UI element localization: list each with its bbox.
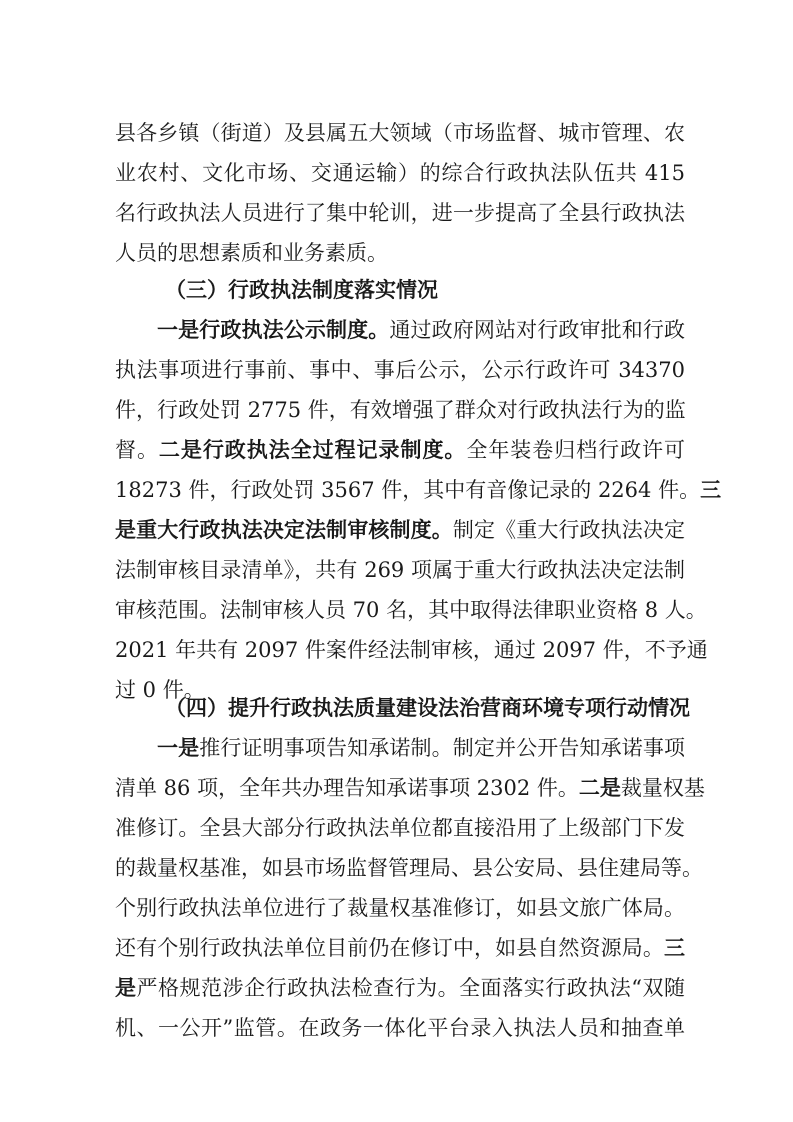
line-text: 推行证明事项告知承诺制。制定并公开告知承诺事项 <box>199 736 685 760</box>
section-heading-4: （四）提升行政执法质量建设法治营商环境专项行动情况 <box>165 695 690 720</box>
paragraph-line: 执法事项进行事前、事中、事后公示，公示行政许可 34370 <box>115 358 685 382</box>
bold-phrase: 二是 <box>578 775 621 800</box>
bold-phrase: 三 <box>664 935 685 960</box>
paragraph-line: 审核范围。法制审核人员 70 名，其中取得法律职业资格 8 人。 <box>115 598 707 622</box>
line-text: 严格规范涉企行政执法检查行为。全面落实行政执法“双随 <box>136 976 686 1000</box>
line-text: 还有个别行政执法单位目前仍在修订中，如县自然资源局。 <box>115 936 664 960</box>
line-text: 制定《重大行政执法决定 <box>452 518 686 542</box>
paragraph-line <box>115 928 685 968</box>
paragraph-line: 准修订。全县大部分行政执法单位都直接沿用了上级部门下发 <box>115 816 685 840</box>
line-text: 通过政府网站对行政审批和行政 <box>389 318 685 342</box>
bold-phrase: 三 <box>700 477 722 502</box>
paragraph-line: 过 0 件。 <box>115 678 205 702</box>
line-text: 全年装卷归档行政许可 <box>466 438 686 462</box>
paragraph-line: 机、一公开”监管。在政务一体化平台录入执法人员和抽查单 <box>115 1016 685 1040</box>
bold-phrase: 一是 <box>157 735 200 760</box>
bold-phrase: 一是行政执法公示制度。 <box>157 317 390 342</box>
line-text: 18273 件，行政处罚 3567 件，其中有音像记录的 2264 件。 <box>115 478 701 502</box>
line-text: 清单 86 项，全年共办理告知承诺事项 2302 件。 <box>115 776 579 800</box>
paragraph-line <box>115 768 705 808</box>
paragraph-line: 县各乡镇（街道）及县属五大领域（市场监督、城市管理、农 <box>115 121 685 145</box>
line-text: 督。 <box>115 438 159 462</box>
paragraph-line: 件，行政处罚 2775 件，有效增强了群众对行政执法行为的监 <box>115 398 686 422</box>
paragraph-line: 的裁量权基准，如县市场监督管理局、县公安局、县住建局等。 <box>115 856 703 880</box>
bold-phrase: 是 <box>115 975 137 1000</box>
bold-phrase: 二是行政执法全过程记录制度。 <box>158 437 467 462</box>
paragraph-line <box>157 728 685 768</box>
section-heading-3: （三）行政执法制度落实情况 <box>165 277 438 302</box>
paragraph-line <box>115 510 685 550</box>
line-text: 裁量权基 <box>620 776 705 800</box>
paragraph-line: 业农村、文化市场、交通运输）的综合行政执法队伍共 415 <box>115 161 685 185</box>
paragraph-line <box>115 968 685 1008</box>
paragraph-line: 法制审核目录清单》，共有 269 项属于重大行政执法决定法制 <box>115 558 685 582</box>
bold-phrase: 是重大行政执法决定法制审核制度。 <box>115 517 453 542</box>
paragraph-line <box>157 310 685 350</box>
paragraph-line <box>115 430 685 470</box>
paragraph-line <box>115 470 722 510</box>
paragraph-line: 个别行政执法单位进行了裁量权基准修订，如县文旅广体局。 <box>115 896 685 920</box>
paragraph-line: 名行政执法人员进行了集中轮训，进一步提高了全县行政执法 <box>115 201 685 225</box>
paragraph-line: 人员的思想素质和业务素质。 <box>115 241 388 265</box>
paragraph-line: 2021 年共有 2097 件案件经法制审核，通过 2097 件，不予通 <box>115 638 708 662</box>
